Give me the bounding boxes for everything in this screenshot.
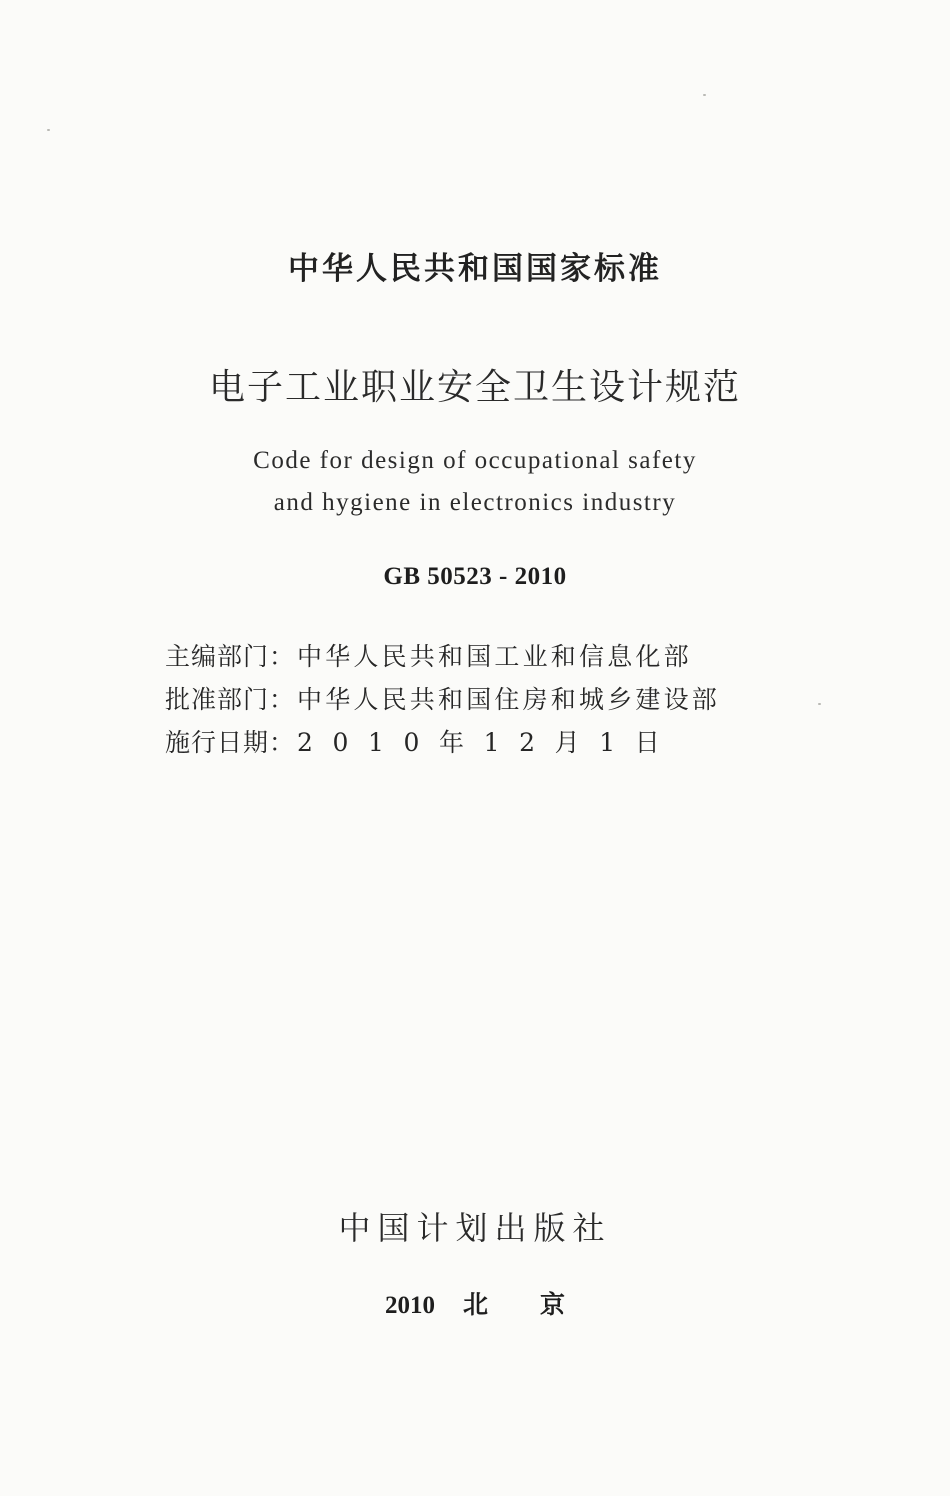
scan-speck [47,129,50,131]
document-title-english-line-2: and hygiene in electronics industry [273,489,677,516]
standard-series-heading: 中华人民共和国国家标准 [288,251,662,287]
publisher-name: 中国计划出版社 [338,1209,612,1247]
meta-label: 主编部门： [165,642,296,671]
meta-row-approving-department [165,680,735,716]
meta-value: 中华人民共和国住房和城乡建设部 [297,685,721,714]
meta-label: 施行日期： [165,728,296,757]
meta-label: 批准部门： [165,685,296,714]
document-title-english-line-1: Code for design of occupational safety [253,447,697,474]
meta-value: 中华人民共和国工业和信息化部 [297,642,692,671]
meta-row-editing-department [165,637,735,673]
publication-year-city [0,1285,950,1321]
meta-row-effective-date [165,723,735,759]
meta-value: 2010年12月1日 [297,728,680,757]
document-title-chinese: 电子工业职业安全卫生设计规范 [208,367,741,408]
standard-code: GB 50523 - 2010 [383,563,567,590]
publication-city: 北京 [462,1290,617,1319]
scan-speck [703,94,706,96]
publication-year: 2010 [384,1292,435,1319]
scan-speck [818,703,821,705]
